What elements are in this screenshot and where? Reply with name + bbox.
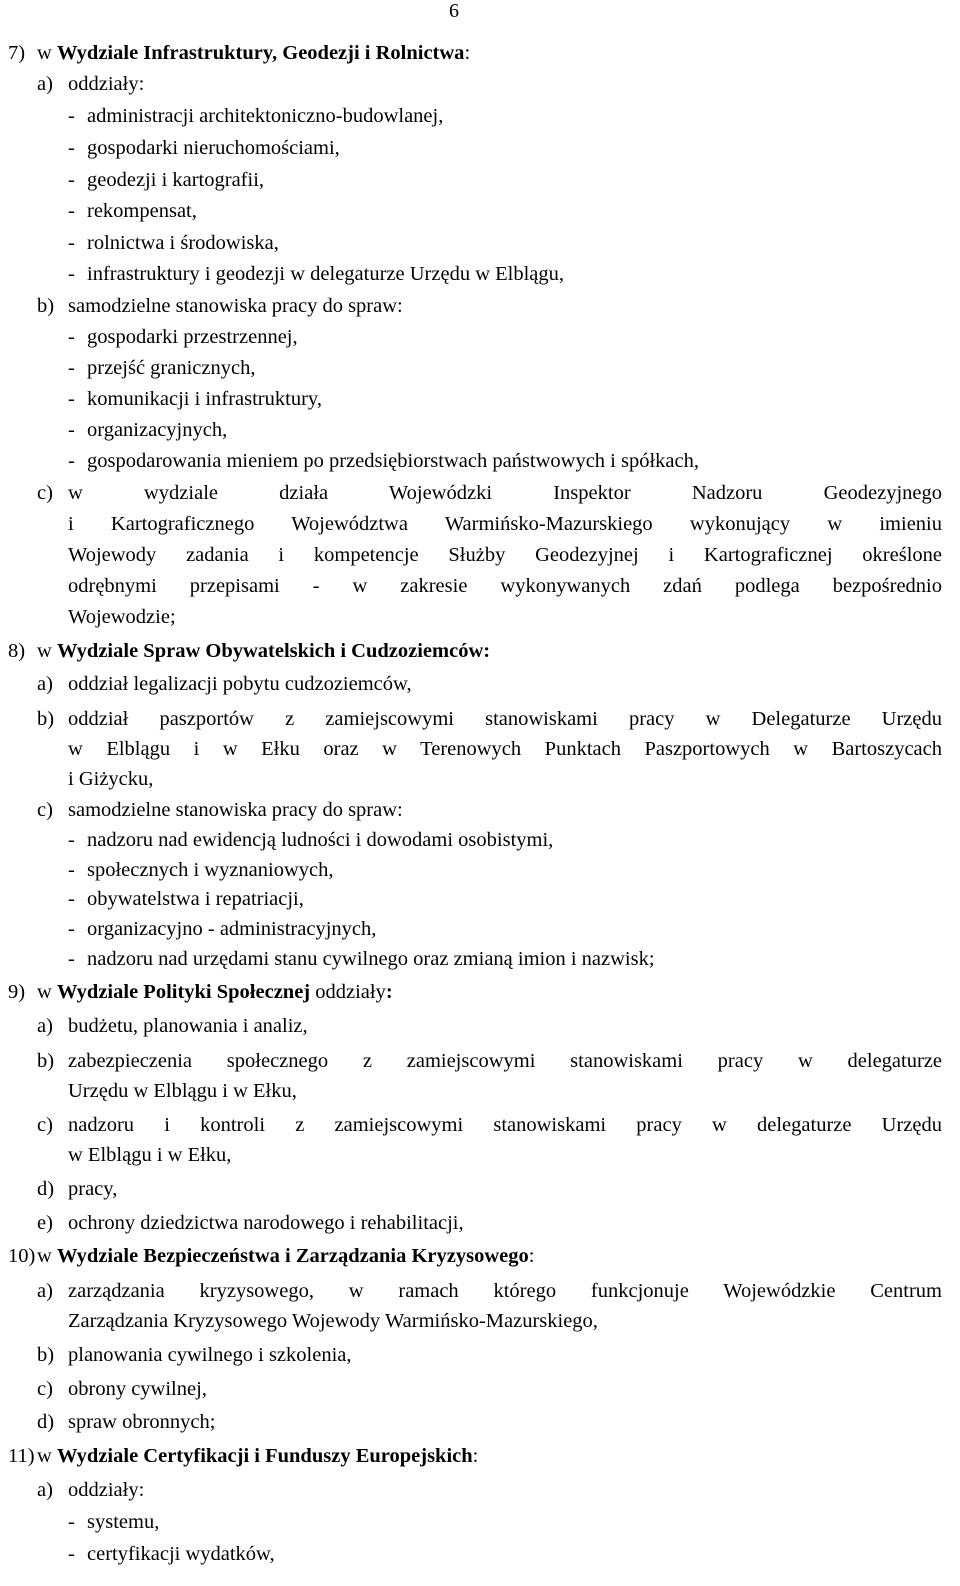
list-text: planowania cywilnego i szkolenia, [68,1344,352,1366]
section-title: w Wydziale Spraw Obywatelskich i Cudzoziemców: [37,640,491,662]
section-number: 10) [8,1245,36,1267]
list-text: budżetu, planowania i analiz, [68,1015,308,1037]
list-letter: a) [37,1479,53,1501]
list-text: oddziały: [68,73,145,95]
paragraph-line: oddział paszportów z zamiejscowymi stanowiskami pracy w Delegaturze Urzędu [68,708,942,730]
list-letter: b) [37,1344,55,1366]
list-text: obrony cywilnej, [68,1378,207,1400]
list-letter: c) [37,482,53,504]
list-text: spraw obronnych; [68,1411,216,1433]
section-title: w Wydziale Bezpieczeństwa i Zarządzania Kryzysowego: [37,1245,535,1267]
list-letter: a) [37,673,53,695]
section-number: 11) [8,1445,35,1467]
page-number: 6 [449,0,459,22]
paragraph-line: w wydziale działa Wojewódzki Inspektor Nadzoru Geodezyjnego [68,482,942,504]
list-letter: b) [37,708,55,730]
list-text: samodzielne stanowiska pracy do spraw: [68,295,403,317]
paragraph-line: nadzoru i kontroli z zamiejscowymi stanowiskami pracy w delegaturze Urzędu [68,1114,942,1136]
section-number: 8) [8,640,26,662]
list-letter: b) [37,1050,55,1072]
list-letter: d) [37,1178,55,1200]
section-title: w Wydziale Polityki Społecznej oddziały: [37,981,393,1003]
list-letter: b) [37,295,55,317]
paragraph-line: zabezpieczenia społecznego z zamiejscowymi stanowiskami pracy w delegaturze [68,1050,942,1072]
list-letter: c) [37,1378,53,1400]
list-letter: a) [37,73,53,95]
paragraph-line: zarządzania kryzysowego, w ramach którego funkcjonuje Wojewódzkie Centrum [68,1280,942,1302]
list-letter: a) [37,1015,53,1037]
list-text: oddziały: [68,1479,145,1501]
list-letter: a) [37,1280,53,1302]
list-letter: e) [37,1212,53,1234]
list-letter: c) [37,799,53,821]
list-text: samodzielne stanowiska pracy do spraw: [68,799,403,821]
list-text: oddział legalizacji pobytu cudzoziemców, [68,673,412,695]
list-letter: c) [37,1114,53,1136]
list-letter: d) [37,1411,55,1433]
section-title: w Wydziale Certyfikacji i Funduszy Europejskich: [37,1445,479,1467]
list-text: pracy, [68,1178,118,1200]
list-text: ochrony dziedzictwa narodowego i rehabilitacji, [68,1212,464,1234]
section-title: w Wydziale Infrastruktury, Geodezji i Rolnictwa: [37,42,471,64]
section-number: 9) [8,981,26,1003]
section-number: 7) [8,42,26,64]
